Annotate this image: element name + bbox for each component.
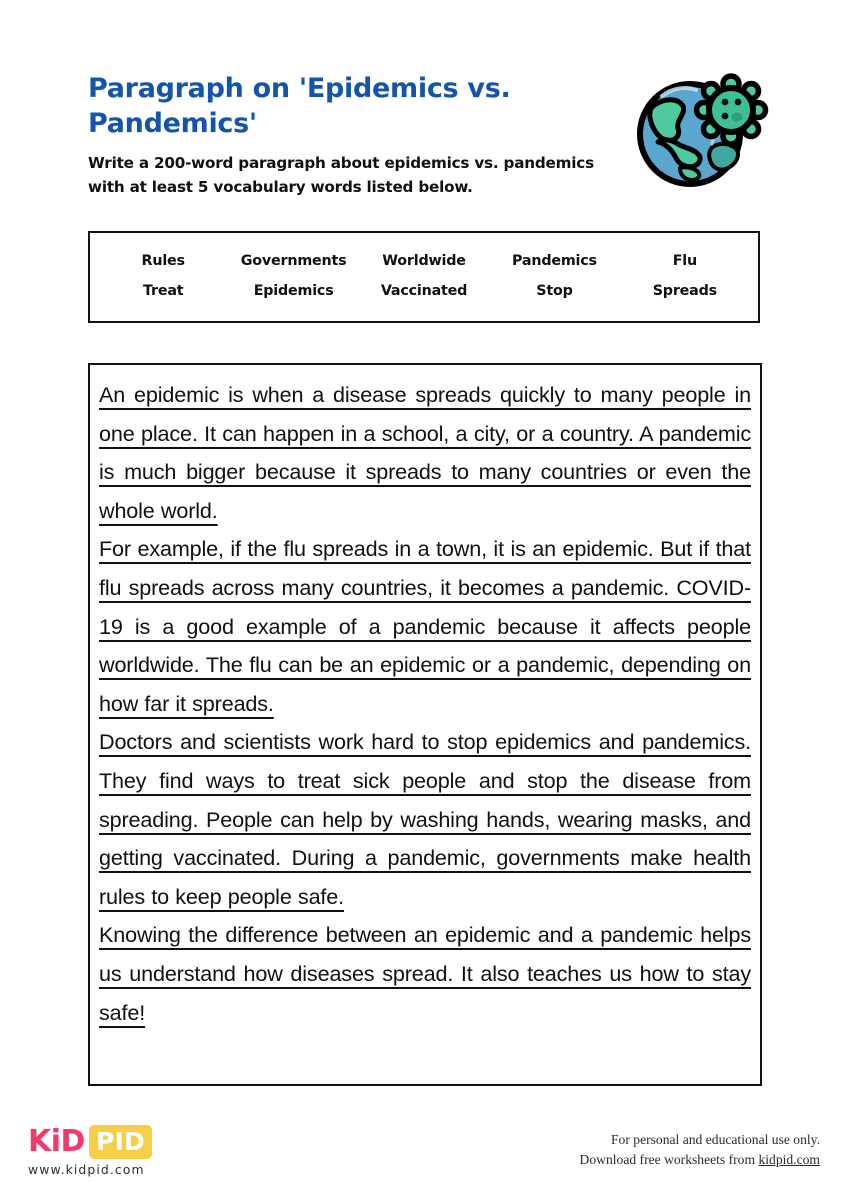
page-title: Paragraph on 'Epidemics vs. Pandemics'	[88, 73, 511, 139]
writing-answer-box[interactable]	[88, 363, 762, 1086]
logo-pid-badge: PID	[89, 1125, 152, 1159]
vocabulary-word: Spreads	[652, 283, 717, 299]
answer-paragraph: Knowing the difference between an epidemic and a pandemic helps us understand how diseases spread. It also teaches us how to stay safe!	[99, 922, 751, 1025]
vocabulary-word: Rules	[141, 253, 185, 269]
vocabulary-word: Stop	[536, 283, 573, 299]
globe-virus-illustration	[628, 68, 778, 193]
kidpid-logo[interactable]	[28, 1126, 152, 1177]
footer-credit	[580, 1130, 820, 1169]
logo-wordmark	[28, 1126, 152, 1158]
vocabulary-word: Flu	[672, 253, 697, 269]
vocabulary-row-1	[98, 253, 750, 269]
vocabulary-word: Epidemics	[253, 283, 334, 299]
page-footer	[0, 1120, 848, 1190]
vocabulary-word: Vaccinated	[380, 283, 468, 299]
credit-prefix: Download free worksheets from	[579, 1151, 759, 1167]
vocabulary-word: Worldwide	[382, 253, 466, 269]
vocabulary-word-bank	[88, 231, 760, 323]
vocabulary-word: Governments	[240, 253, 347, 269]
vocabulary-word: Pandemics	[512, 253, 597, 269]
credit-line-2	[580, 1150, 820, 1170]
page-instructions: Write a 200-word paragraph about epidemics vs. pandemics with at least 5 vocabulary words listed below.	[88, 154, 594, 197]
answer-paragraph: Doctors and scientists work hard to stop epidemics and pandemics. They find ways to treat sick people and stop the disease from spreading. People can help by washing hands, wearing masks, and getting vaccinated. During a pandemic, governments make health rules to keep people safe.	[99, 729, 751, 909]
answer-paragraph: An epidemic is when a disease spreads quickly to many people in one place. It can happen in a school, a city, or a country. A pandemic is much bigger because it spreads to many countries or even the whole world.	[99, 382, 751, 523]
credit-line-1: For personal and educational use only.	[610, 1132, 820, 1147]
answer-paragraph: For example, if the flu spreads in a town, it is an epidemic. But if that flu spreads across many countries, it becomes a pandemic. COVID-19 is a good example of a pandemic because it affects people worldwide. The flu can be an epidemic or a pandemic, depending on how far it spreads.	[99, 536, 751, 716]
logo-website-url: www.kidpid.com	[28, 1162, 145, 1177]
vocabulary-word: Treat	[142, 283, 184, 299]
logo-kid-text: KiD	[28, 1124, 85, 1159]
kidpid-link[interactable]: kidpid.com	[758, 1151, 820, 1167]
vocabulary-row-2	[98, 283, 750, 299]
